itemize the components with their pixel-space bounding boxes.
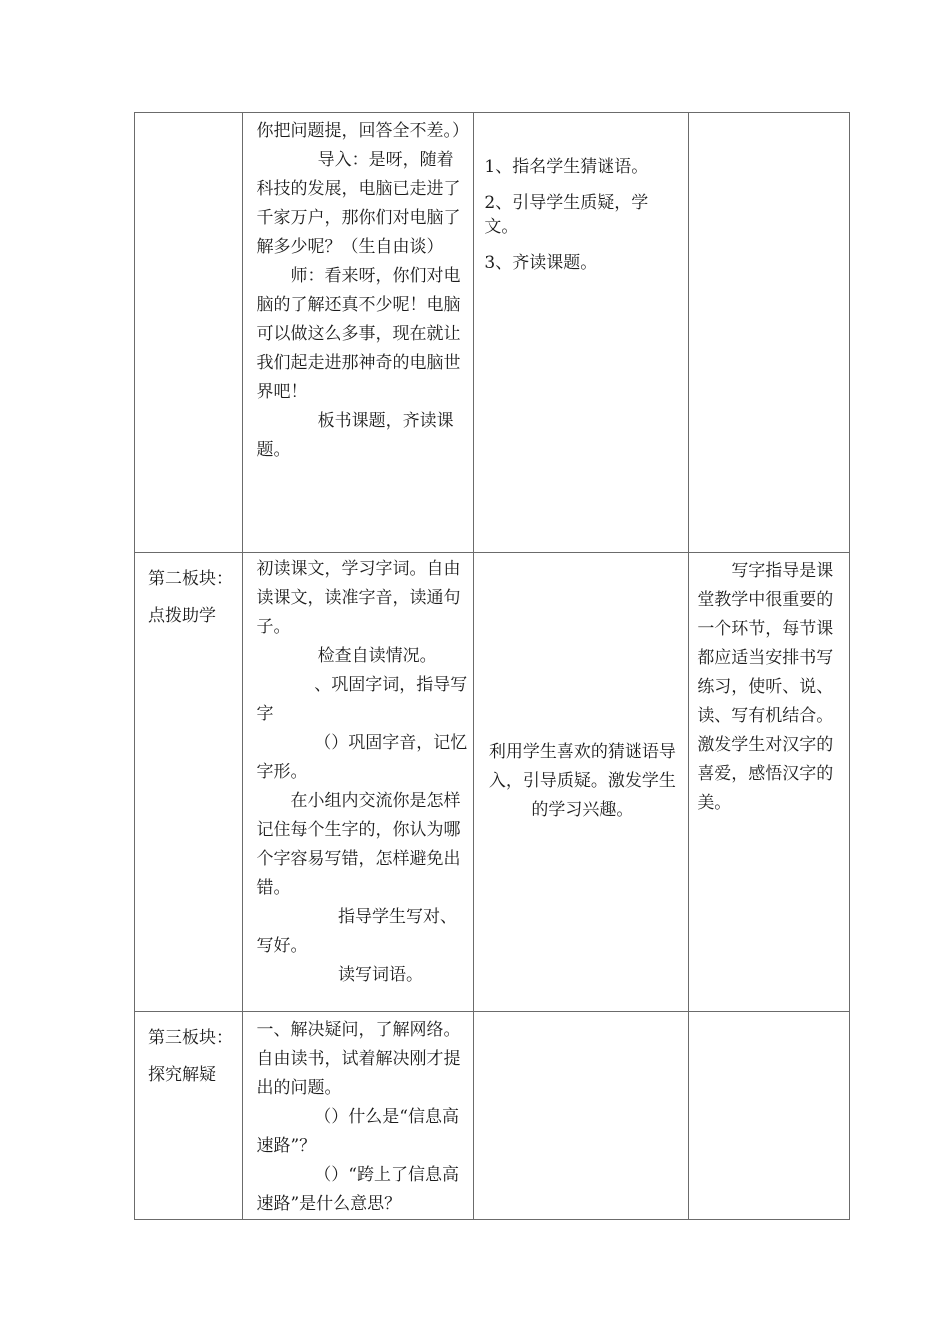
stage-label <box>135 113 242 121</box>
activity-note: 利用学生喜欢的猜谜语导入，引导质疑。激发学生的学习兴趣。 <box>488 742 676 820</box>
process-paragraph: 在小组内交流你是怎样记住每个生字的，你认为哪个字容易写错，怎样避免出错。 <box>256 791 461 898</box>
table-row <box>135 553 850 1012</box>
stage-cell <box>135 1012 243 1220</box>
process-paragraph: 师：看来呀，你们对电脑的了解还真不少呢！电脑可以做这么多事，现在就让我们起走进那神奇的电脑世界吧！ <box>256 266 461 402</box>
lesson-plan-table <box>134 112 850 1220</box>
process-cell <box>243 553 474 1012</box>
process-paragraph: 、巩固字词，指导写字 <box>256 675 468 724</box>
stage-label: 第二板块：点拨助学 <box>148 569 233 626</box>
stage-cell <box>135 113 243 553</box>
process-paragraph: 读写词语。 <box>338 965 424 985</box>
activity-item: 2、引导学生质疑，学文。 <box>484 193 649 237</box>
stage-cell <box>135 553 243 1012</box>
design-note <box>689 1012 849 1016</box>
activity-item: 1、指名学生猜谜语。 <box>484 157 649 177</box>
process-paragraph: 检查自读情况。 <box>317 646 437 666</box>
activity-note <box>474 1012 688 1054</box>
notes-cell <box>689 1012 850 1220</box>
activities-cell <box>474 113 689 553</box>
notes-cell <box>689 553 850 1012</box>
process-cell <box>243 1012 474 1220</box>
activities-cell <box>474 553 689 1012</box>
notes-cell <box>689 113 850 553</box>
process-paragraph: 你把问题提，回答全不差。） <box>256 121 469 141</box>
activity-item: 3、齐读课题。 <box>484 253 598 273</box>
process-paragraph: （）“跨上了信息高速路”是什么意思？ <box>256 1165 459 1214</box>
process-paragraph: 板书课题，齐读课题。 <box>256 411 454 460</box>
process-paragraph: （）什么是“信息高速路”？ <box>256 1107 459 1156</box>
process-paragraph: 指导学生写对、写好。 <box>256 907 458 956</box>
process-paragraph: （）巩固字音，记忆字形。 <box>256 733 468 782</box>
stage-label: 第三板块：探究解疑 <box>148 1028 233 1085</box>
activities-cell <box>474 1012 689 1220</box>
table-row <box>135 1012 850 1220</box>
design-note: 写字指导是课堂教学中很重要的一个环节，每节课都应适当安排书写练习，使听、说、读、写有机结合。激发学生对汉字的喜爱，感悟汉字的美。 <box>697 561 834 813</box>
process-cell <box>243 113 474 553</box>
process-paragraph: 导入：是呀，随着科技的发展，电脑已走进了千家万户，那你们对电脑了解多少呢？（生自由谈） <box>256 150 461 257</box>
table-row <box>135 113 850 553</box>
process-paragraph: 初读课文，学习字词。自由读课文，读准字音，读通句子。 <box>256 559 461 637</box>
process-paragraph: 一、解决疑问，了解网络。自由读书，试着解决刚才提出的问题。 <box>256 1020 461 1098</box>
design-note <box>689 113 849 117</box>
